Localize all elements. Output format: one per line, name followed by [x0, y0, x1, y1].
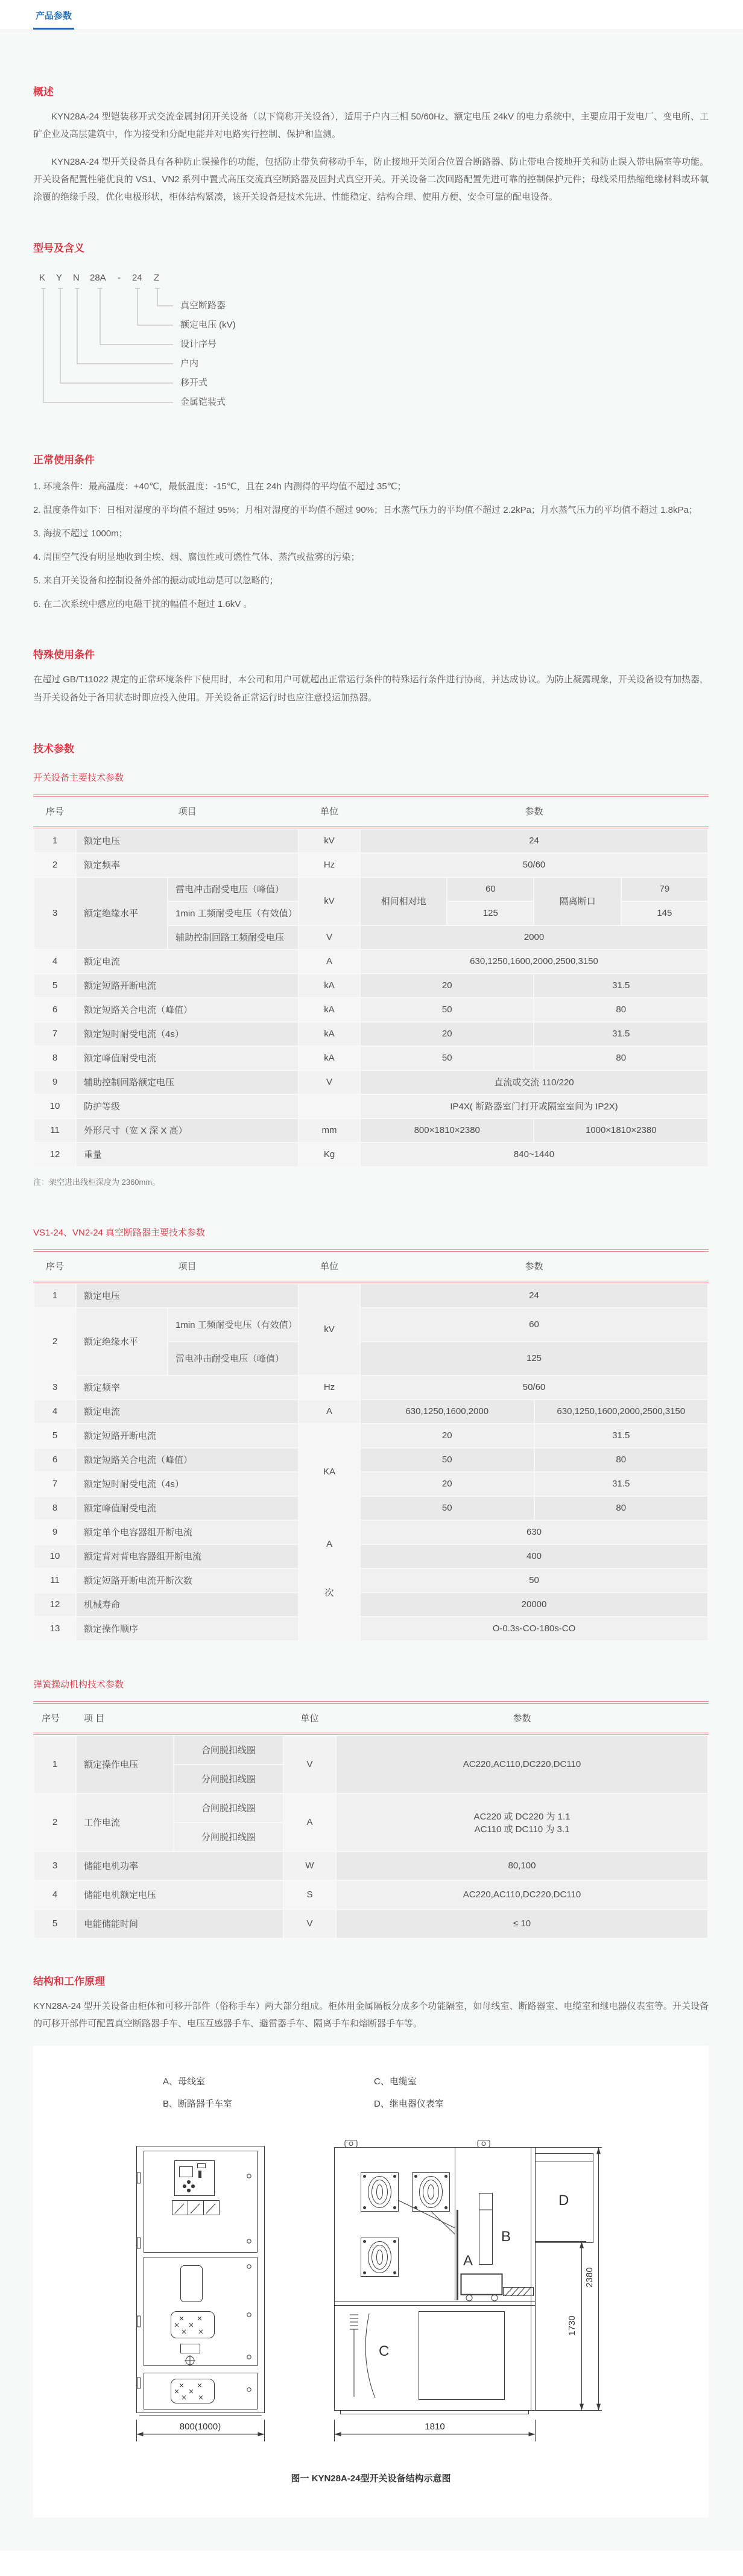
cell-param: IP4X( 断路器室门打开或隔室室间为 IP2X) — [361, 1095, 707, 1118]
table2-body — [33, 1283, 709, 1642]
section-structure-principle — [33, 1973, 709, 2518]
table3-title: 弹簧操动机构技术参数 — [33, 1679, 124, 1690]
cell-param: 20 — [361, 1473, 533, 1496]
cell-item: 额定操作电压 — [77, 1736, 173, 1793]
table-row — [34, 1473, 707, 1496]
cell-param: 80,100 — [337, 1852, 707, 1880]
cell-unit: S — [284, 1881, 335, 1909]
cell-item: 额定绝缘水平 — [77, 878, 167, 949]
cell-unit: kA — [299, 1047, 359, 1070]
page-header — [0, 0, 743, 30]
cell-param: 630,1250,1600,2000,2500,3150 — [535, 1400, 708, 1423]
cell-no: 9 — [34, 1071, 75, 1094]
cell-unit: kV — [299, 878, 359, 925]
cell-unit: kA — [299, 998, 359, 1021]
cell-unit: A — [299, 1400, 359, 1423]
cell-unit: A — [284, 1794, 335, 1851]
cell-param: 直流或交流 110/220 — [361, 1071, 707, 1094]
col-header-param: 参数 — [513, 1713, 531, 1724]
cell-item: 机械寿命 — [77, 1593, 298, 1616]
cell-no: 2 — [34, 854, 75, 877]
cell-item: 辅助控制回路额定电压 — [77, 1071, 298, 1094]
cell-sub-item: 雷电冲击耐受电压（峰值） — [168, 1342, 298, 1375]
compartment-label-c: C — [379, 2343, 390, 2360]
legend-item-b: B、断路器手车室 — [163, 2099, 233, 2110]
cell-no: 4 — [34, 950, 75, 973]
cell-no: 1 — [34, 1736, 75, 1793]
cell-item: 额定峰值耐受电流 — [77, 1497, 298, 1520]
cell-item: 重量 — [77, 1143, 298, 1166]
compartment-label-d: D — [558, 2192, 569, 2209]
cell-sub-item: 合闸脱扣线圈 — [174, 1736, 283, 1764]
cell-sub-item: 1min 工频耐受电压（有效值） — [168, 902, 298, 925]
model-label-vacuum-breaker: 真空断路器 — [180, 300, 226, 311]
table-row — [34, 1071, 707, 1094]
compartment-label-a: A — [463, 2253, 473, 2270]
model-code-diagram — [33, 273, 419, 417]
breaker-params-table — [33, 1249, 709, 1642]
cell-param: 50 — [361, 998, 533, 1021]
cell-param: 79 — [622, 878, 707, 901]
cell-param: 50 — [361, 1569, 707, 1592]
cell-no: 3 — [34, 1376, 75, 1399]
legend-item-a: A、母线室 — [163, 2076, 206, 2087]
cell-unit — [299, 1095, 359, 1118]
overview-title: 概述 — [33, 86, 54, 98]
col-header-no: 序号 — [45, 1261, 64, 1272]
table-row — [34, 1497, 707, 1520]
model-code-k: K — [39, 273, 46, 284]
col-header-no: 序号 — [45, 807, 64, 817]
col-header-item: 项目 — [178, 807, 197, 817]
section-normal-conditions — [33, 451, 709, 612]
cell-param: 50 — [361, 1047, 533, 1070]
cell-param: 24 — [361, 1284, 707, 1307]
table1-header — [33, 797, 709, 826]
cell-no: 11 — [34, 1569, 75, 1592]
cell-item: 额定电压 — [77, 1284, 298, 1307]
cell-unit: Hz — [299, 854, 359, 877]
table-row — [34, 1881, 707, 1909]
figure-caption: 图一 KYN28A-24型开关设备结构示意图 — [291, 2473, 451, 2484]
cell-no: 7 — [34, 1023, 75, 1045]
cell-param-group: 相间相对地 — [361, 878, 446, 925]
table1-body — [33, 828, 709, 1167]
dim-right-width-label: 1810 — [425, 2422, 445, 2432]
condition-item: 3. 海拔不超过 1000m； — [33, 528, 128, 539]
cell-item: 额定短路关合电流（峰值） — [77, 998, 298, 1021]
cell-item: 额定短时耐受电流（4s） — [77, 1023, 298, 1045]
table-row — [34, 1023, 707, 1045]
cell-param: 630,1250,1600,2000,2500,3150 — [361, 950, 707, 973]
model-code-n: N — [73, 273, 80, 284]
condition-item: 4. 周围空气没有明显地收到尘埃、烟、腐蚀性或可燃性气体、蒸汽或盐雾的污染； — [33, 552, 360, 563]
cell-item: 额定电压 — [77, 830, 298, 852]
condition-item: 5. 来自开关设备和控制设备外部的振动或地动是可以忽略的； — [33, 576, 279, 586]
structure-title: 结构和工作原理 — [33, 1975, 105, 1987]
model-connector-lines — [33, 273, 419, 417]
cell-sub-item: 辅助控制回路工频耐受电压 — [168, 926, 298, 949]
cell-param: 60 — [361, 1309, 707, 1341]
table3-body — [33, 1735, 709, 1939]
page-footer — [0, 2551, 743, 2576]
table-row — [34, 1424, 707, 1447]
special-conditions-title: 特殊使用条件 — [33, 649, 95, 661]
cell-sub-item: 雷电冲击耐受电压（峰值） — [168, 878, 298, 901]
table-row — [34, 1794, 707, 1822]
cell-no: 11 — [34, 1119, 75, 1142]
cell-param: 20 — [361, 974, 533, 997]
cell-no: 1 — [34, 830, 75, 852]
cell-param-line: AC110 或 DC110 为 3.1 — [474, 1824, 570, 1835]
cell-item: 额定电流 — [77, 1400, 298, 1423]
table-row — [34, 1448, 707, 1471]
cell-no: 8 — [34, 1047, 75, 1070]
cell-unit: W — [284, 1852, 335, 1880]
model-title: 型号及含义 — [33, 243, 84, 255]
cell-item: 防护等级 — [77, 1095, 298, 1118]
cell-item: 额定背对背电容器组开断电流 — [77, 1545, 298, 1568]
cell-unit — [299, 1617, 359, 1640]
cell-no: 2 — [34, 1794, 75, 1851]
cell-unit: A — [299, 1521, 359, 1568]
cell-param-group: 隔离断口 — [534, 878, 620, 925]
model-label-indoor: 户内 — [180, 358, 199, 369]
model-label-rated-voltage: 额定电压 (kV) — [180, 320, 236, 331]
cell-unit: V — [284, 1736, 335, 1793]
cell-no: 1 — [34, 1284, 75, 1307]
cell-item: 额定电流 — [77, 950, 298, 973]
table-row — [34, 1119, 707, 1142]
table-row — [34, 1852, 707, 1880]
cell-param: 20 — [361, 1424, 533, 1447]
model-label-metal-clad: 金属铠装式 — [180, 397, 226, 408]
cell-sub-item: 分闸脱扣线圈 — [174, 1765, 283, 1793]
cell-item: 额定短路开断电流 — [77, 974, 298, 997]
cell-unit: 次 — [299, 1569, 359, 1616]
front-view-drawing — [136, 2137, 265, 2451]
cell-param: 125 — [447, 902, 533, 925]
cell-param: 20000 — [361, 1593, 707, 1616]
cell-no: 13 — [34, 1617, 75, 1640]
model-label-withdrawable: 移开式 — [180, 378, 208, 389]
section-special-conditions — [33, 646, 709, 706]
condition-item: 6. 在二次系统中感应的电磁干扰的幅值不超过 1.6kV 。 — [33, 599, 253, 610]
col-header-item: 项目 — [178, 1261, 197, 1272]
condition-item: 2. 温度条件如下：日相对湿度的平均值不超过 95%；月相对湿度的平均值不超过 90%；日水蒸气压力的平均值不超过 2.2kPa；月水蒸气压力的平均值不超过 1.8kPa； — [33, 505, 698, 516]
section-tech-params — [33, 740, 709, 1939]
side-section-drawing — [329, 2137, 607, 2451]
col-header-no: 序号 — [42, 1713, 60, 1724]
cell-item: 电能储能时间 — [77, 1910, 283, 1938]
table-row — [34, 1521, 707, 1544]
overview-paragraph-1: KYN28A-24 型铠装移开式交流金属封闭开关设备（以下简称开关设备），适用于户内三相 50/60Hz、额定电压 24kV 的电力系统中，主要应用于发电厂、变电所、工矿企业及高层建筑中，作为接受和分配电能并对电路实行控制、保护和监测。 — [33, 112, 709, 140]
cell-param: 125 — [361, 1342, 707, 1375]
cell-param: 80 — [535, 1448, 708, 1471]
cell-item: 额定短路开断电流 — [77, 1424, 298, 1447]
section-model-meaning — [33, 240, 709, 417]
cell-no: 5 — [34, 1424, 75, 1447]
table3-header — [33, 1704, 709, 1733]
model-code-y: Y — [56, 273, 63, 284]
cell-item: 额定短路开断电流开断次数 — [77, 1569, 298, 1592]
cell-no: 7 — [34, 1473, 75, 1496]
cell-item: 储能电机功率 — [77, 1852, 283, 1880]
table-row — [34, 1376, 707, 1399]
cell-unit: kA — [299, 974, 359, 997]
cell-item: 工作电流 — [77, 1794, 173, 1851]
table1-note: 注：架空进出线柜深度为 2360mm。 — [33, 1177, 160, 1187]
cell-param: 50/60 — [361, 1376, 707, 1399]
section-overview — [33, 83, 709, 206]
cabinet-drawings — [136, 2137, 709, 2451]
cell-item: 额定操作顺序 — [77, 1617, 298, 1640]
cell-item: 额定频率 — [77, 854, 298, 877]
cell-unit: mm — [299, 1119, 359, 1142]
table-row — [34, 974, 707, 997]
dim-total-height-label: 2380 — [584, 2267, 595, 2288]
table-row — [34, 1284, 707, 1307]
cell-no: 4 — [34, 1881, 75, 1909]
condition-item: 1. 环境条件：最高温度：+40℃，最低温度：-15℃，且在 24h 内测得的平均值不超过 35℃； — [33, 481, 406, 492]
cell-param: 31.5 — [535, 1473, 708, 1496]
cell-param: 840~1440 — [361, 1143, 707, 1166]
cell-param: 31.5 — [535, 1424, 708, 1447]
cell-param: AC220,AC110,DC220,DC110 — [337, 1736, 707, 1793]
cell-no: 6 — [34, 1448, 75, 1471]
cell-param: 1000×1810×2380 — [534, 1119, 707, 1142]
cell-param: 2000 — [361, 926, 707, 949]
diagram-legend — [163, 2075, 709, 2110]
cell-no: 5 — [34, 974, 75, 997]
col-header-param: 参数 — [525, 807, 543, 817]
structure-paragraph: KYN28A-24 型开关设备由柜体和可移开部件（俗称手车）两大部分组成。柜体用金属隔板分成多个功能隔室，如母线室、断路器室、电缆室和继电器仪表室等。开关设备的可移开部件可配置真空断路器手车、电压互感器手车、避雷器手车、隔离手车和熔断器手车等。 — [33, 2000, 709, 2029]
cell-no: 6 — [34, 998, 75, 1021]
table-row — [34, 1143, 707, 1166]
cell-no: 12 — [34, 1143, 75, 1166]
cell-unit: kV — [299, 1284, 359, 1375]
cell-unit: Kg — [299, 1143, 359, 1166]
table-row — [34, 1569, 707, 1592]
compartment-label-b: B — [501, 2229, 511, 2245]
cell-param: ≤ 10 — [337, 1910, 707, 1938]
cell-param: 60 — [447, 878, 533, 901]
cell-unit: Hz — [299, 1376, 359, 1399]
table-row — [34, 1593, 707, 1616]
cell-param: 400 — [361, 1545, 707, 1568]
table-row — [34, 1095, 707, 1118]
model-code-28a: 28A — [90, 273, 106, 284]
cell-unit: V — [299, 1071, 359, 1094]
cell-item: 储能电机额定电压 — [77, 1881, 283, 1909]
col-header-item: 项 目 — [84, 1713, 105, 1724]
cell-param: 24 — [361, 830, 707, 852]
cell-param: 80 — [534, 1047, 707, 1070]
structure-diagram-panel — [33, 2046, 709, 2517]
cell-sub-item: 分闸脱扣线圈 — [174, 1823, 283, 1851]
cell-param: 145 — [622, 902, 707, 925]
cell-item: 额定短路关合电流（峰值） — [77, 1448, 298, 1471]
cell-no: 8 — [34, 1497, 75, 1520]
col-header-param: 参数 — [525, 1261, 543, 1272]
cell-no: 5 — [34, 1910, 75, 1938]
cell-param: 20 — [361, 1023, 533, 1045]
model-code-24: 24 — [132, 273, 142, 284]
table2-title: VS1-24、VN2-24 真空断路器主要技术参数 — [33, 1227, 206, 1238]
table-row — [34, 1400, 707, 1423]
legend-item-c: C、电缆室 — [374, 2076, 417, 2087]
legend-item-d: D、继电器仪表室 — [374, 2099, 444, 2110]
cell-param: 50 — [361, 1448, 533, 1471]
table-row — [34, 830, 707, 852]
table-row — [34, 1047, 707, 1070]
col-header-unit: 单位 — [320, 807, 339, 817]
cell-param: 31.5 — [534, 1023, 707, 1045]
cell-unit: kA — [299, 1023, 359, 1045]
dim-inner-height-label: 1730 — [567, 2315, 577, 2336]
special-conditions-paragraph: 在超过 GB/T11022 规定的正常环境条件下使用时，本公司和用户可就超出正常运行条件的特殊运行条件进行协商，并达成协议。为防止凝露现象，开关设备设有加热器，当开关设备处于备用状态时即应投入使用。开关设备正常运行时也应注意投运加热器。 — [33, 674, 709, 703]
tech-params-title: 技术参数 — [33, 743, 74, 755]
cell-param: 630 — [361, 1521, 707, 1544]
spring-mechanism-table — [33, 1701, 709, 1939]
cell-item: 额定单个电容器组开断电流 — [77, 1521, 298, 1544]
normal-conditions-title: 正常使用条件 — [33, 454, 95, 466]
cell-unit: V — [284, 1910, 335, 1938]
cell-param: 31.5 — [534, 974, 707, 997]
table-row — [34, 1910, 707, 1938]
table-row — [34, 998, 707, 1021]
overview-paragraph-2: KYN28A-24 型开关设备具有各种防止误操作的功能，包括防止带负荷移动手车，防止接地开关闭合位置合断路器、防止带电合接地开关和防止误入带电隔室等功能。开关设备配置性能优良的 VS1、VN2 系列中置式高压交流真空断路器及固封式真空开关。开关设备二次回路配置先进可靠的控制保护元件；母线采用热缩绝缘材料或环氧涂覆的绝缘手段，优化电极形状，柜体结构紧凑，该开关设备是技术先进、性能稳定、结构合理、使用方便、安全可靠的配电设备。 — [33, 156, 709, 202]
cell-param — [337, 1794, 707, 1851]
model-code-z: Z — [154, 273, 160, 284]
cell-item: 额定频率 — [77, 1376, 298, 1399]
table-row — [34, 1617, 707, 1640]
cell-item: 额定绝缘水平 — [77, 1309, 167, 1375]
table-row — [34, 950, 707, 973]
cell-unit: V — [299, 926, 359, 949]
dim-left-width-label: 800(1000) — [179, 2422, 221, 2432]
page-content — [0, 30, 743, 2551]
cell-no: 3 — [34, 1852, 75, 1880]
model-code-dash: - — [118, 273, 121, 284]
cell-item: 外形尺寸（宽 X 深 X 高） — [77, 1119, 298, 1142]
table2-header — [33, 1252, 709, 1281]
model-label-design-serial: 设计序号 — [180, 339, 217, 350]
table-row — [34, 854, 707, 877]
cell-param: 50/60 — [361, 854, 707, 877]
cell-param: 50 — [361, 1497, 533, 1520]
cell-no: 10 — [34, 1545, 75, 1568]
cell-item: 额定短时耐受电流（4s） — [77, 1473, 298, 1496]
cell-param: 800×1810×2380 — [361, 1119, 533, 1142]
table-row — [34, 1545, 707, 1568]
cell-unit: A — [299, 950, 359, 973]
cell-param: 80 — [534, 998, 707, 1021]
cell-param: O-0.3s-CO-180s-CO — [361, 1617, 707, 1640]
cell-no: 3 — [34, 878, 75, 949]
table1-title: 开关设备主要技术参数 — [33, 772, 124, 783]
cell-param-line: AC220 或 DC220 为 1.1 — [473, 1811, 571, 1822]
cell-no: 9 — [34, 1521, 75, 1544]
cell-sub-item: 1min 工频耐受电压（有效值） — [168, 1309, 298, 1341]
col-header-unit: 单位 — [320, 1261, 339, 1272]
cell-param: 80 — [535, 1497, 708, 1520]
cell-no: 2 — [34, 1309, 75, 1375]
cell-no: 10 — [34, 1095, 75, 1118]
switchgear-params-table — [33, 795, 709, 1167]
tab-product-params[interactable]: 产品参数 — [33, 0, 74, 30]
cell-param: 630,1250,1600,2000 — [361, 1400, 533, 1423]
col-header-unit: 单位 — [300, 1713, 319, 1724]
table-row — [34, 1736, 707, 1764]
table-row — [34, 878, 707, 901]
table-row — [34, 1309, 707, 1341]
cell-no: 12 — [34, 1593, 75, 1616]
cell-item: 额定峰值耐受电流 — [77, 1047, 298, 1070]
cell-no: 4 — [34, 1400, 75, 1423]
cell-unit: kV — [299, 830, 359, 852]
cell-param: AC220,AC110,DC220,DC110 — [337, 1881, 707, 1909]
cell-sub-item: 合闸脱扣线圈 — [174, 1794, 283, 1822]
cell-unit: KA — [299, 1424, 359, 1520]
